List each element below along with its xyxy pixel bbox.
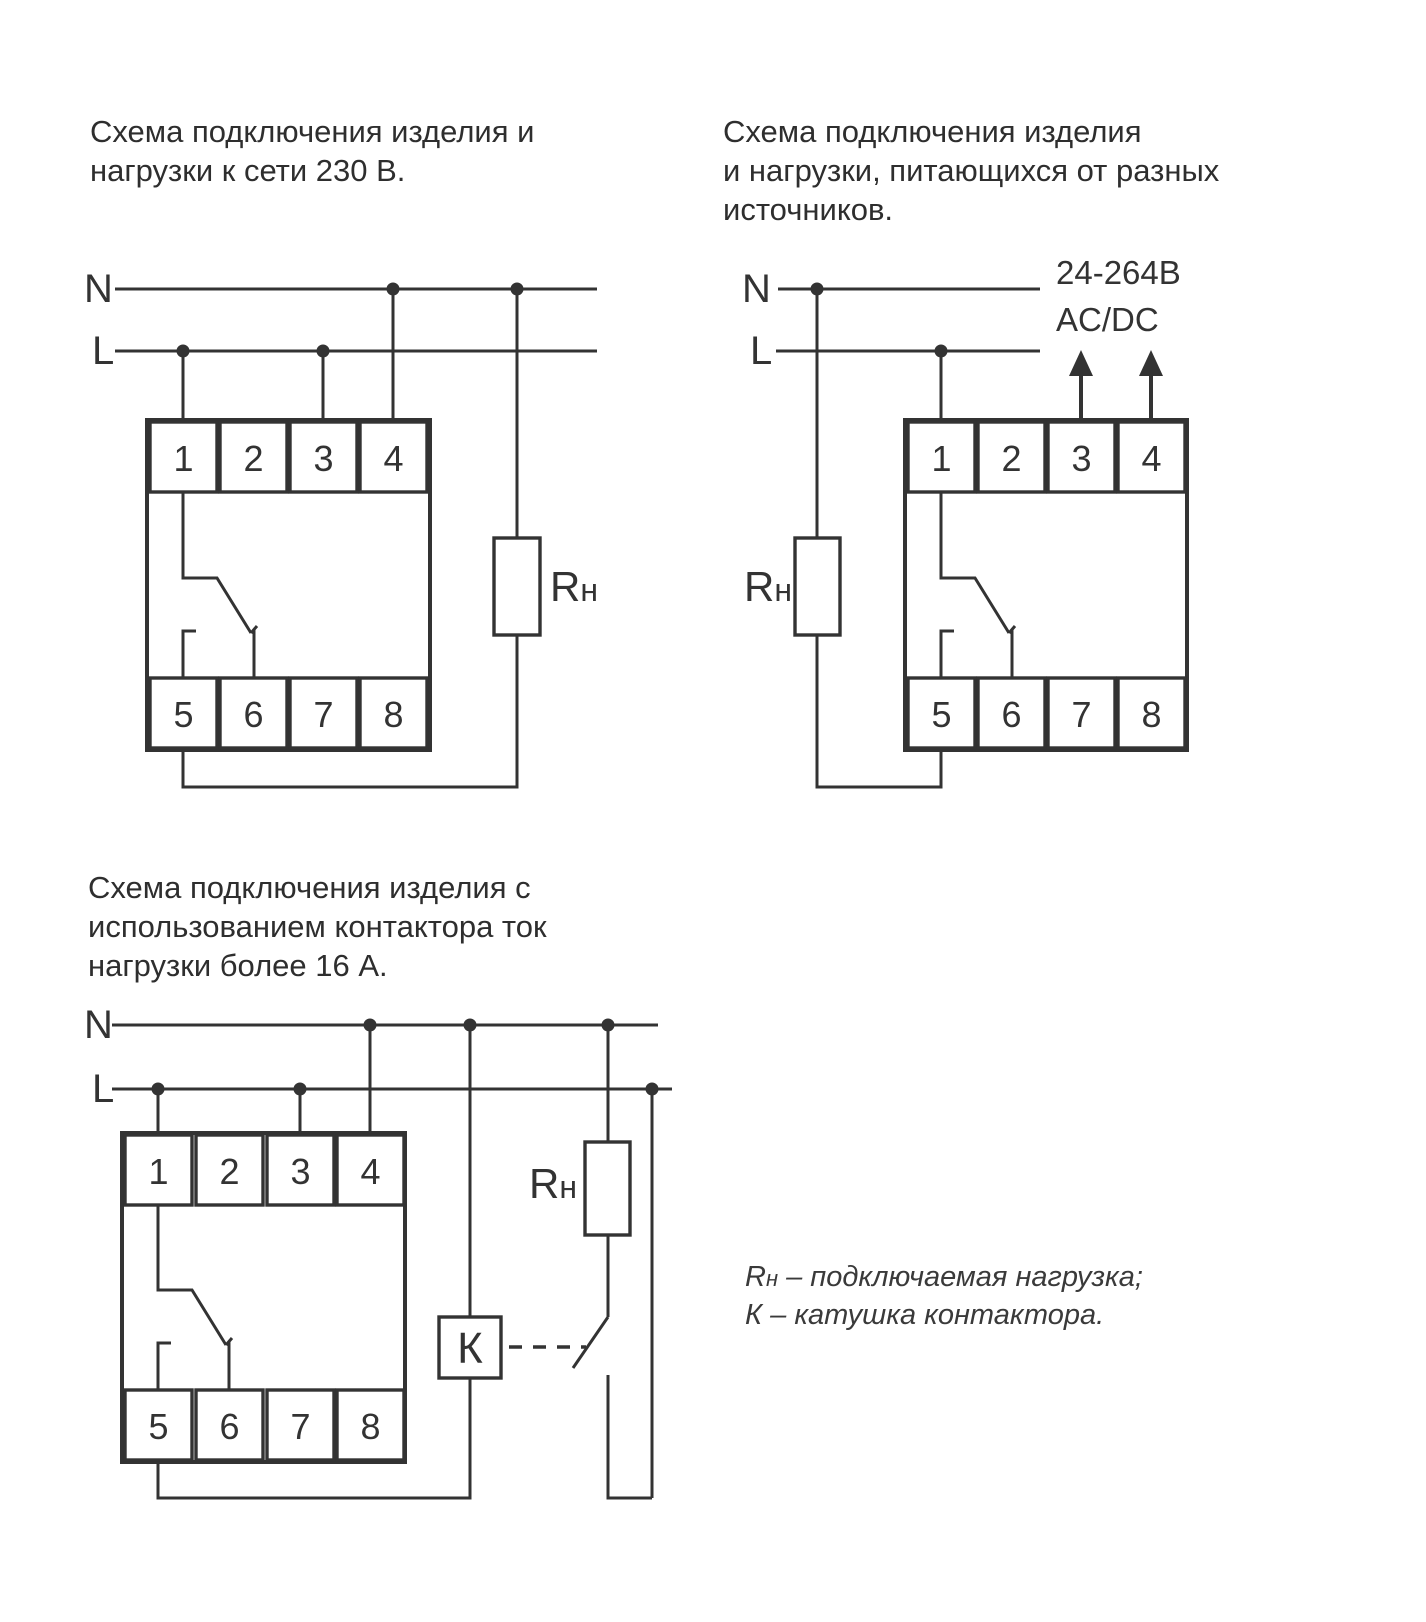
phase-label: L [92,1067,115,1111]
terminal-number: 3 [1071,438,1092,479]
load-label-r: R [528,1160,560,1207]
load-resistor [795,538,840,635]
terminal-number: 1 [931,438,952,479]
supply-wires [183,289,517,538]
terminal-number: 2 [243,438,264,479]
terminal-number: 7 [313,694,334,735]
neutral-label: N [84,267,113,311]
terminal-number: 3 [290,1151,311,1192]
terminal-number: 7 [290,1406,311,1447]
phase-label: L [92,329,115,373]
load-label-r: R [744,563,775,610]
terminal-number: 7 [1071,694,1092,735]
terminal-number: 5 [173,694,194,735]
legend-load-sub: н [765,1266,779,1291]
terminal-number: 1 [148,1151,169,1192]
diagram1-title-line1: Схема подключения изделия и [90,114,535,149]
supply-wires [817,289,941,538]
diagram3 [84,1003,672,1498]
coil-label: К [457,1324,483,1373]
terminal-number: 6 [1001,694,1022,735]
terminal-number: 8 [1141,694,1162,735]
diagram3-title-line1: Схема подключения изделия с [88,870,531,905]
terminal-number: 4 [360,1151,381,1192]
contactor-switch [573,1235,652,1498]
diagram1 [84,267,598,787]
legend-line2: К – катушка контактора. [745,1299,1105,1331]
up-arrow-icon [1139,350,1163,376]
terminal-number: 5 [148,1406,169,1447]
supply-arrow-shafts [1081,374,1151,420]
up-arrow-icon [1069,350,1093,376]
load-resistor [494,538,540,635]
relay-contact [158,1205,232,1390]
terminal-number: 4 [383,438,404,479]
load-label-sub: н [580,572,599,608]
relay-contact [183,492,257,678]
terminal-number: 8 [360,1406,381,1447]
terminal-number: 5 [931,694,952,735]
supply-voltage-label: 24-264В [1056,254,1181,291]
load-label [529,1160,577,1207]
diagram3-title-line3: нагрузки более 16 А. [88,948,388,983]
diagram2-title-line3: источников. [723,192,894,227]
diagram2-title-line1: Схема подключения изделия [723,114,1142,149]
diagram1-title-line2: нагрузки к сети 230 В. [90,153,406,188]
neutral-label: N [742,267,771,311]
phase-label: L [750,329,773,373]
legend-load-r: R [745,1261,766,1293]
terminal-number: 3 [313,438,334,479]
terminal-number: 2 [219,1151,240,1192]
terminal-number: 6 [243,694,264,735]
terminal-number: 8 [383,694,404,735]
diagram2-title-line2: и нагрузки, питающихся от разных [723,153,1220,188]
legend-line1-rest: – подключаемая нагрузка; [778,1261,1143,1293]
load-resistor [585,1142,630,1235]
load-label [744,563,792,610]
terminal-number: 4 [1141,438,1162,479]
load-label-sub: н [559,1169,577,1205]
load-label-r: R [550,563,581,610]
load-label [550,563,598,610]
terminal-number: 1 [173,438,194,479]
supply-acdc-label: AC/DC [1056,301,1159,338]
diagram3-title-line2: использованием контактора ток [88,909,547,944]
neutral-label: N [84,1003,113,1047]
terminal-number: 6 [219,1406,240,1447]
terminal-number: 2 [1001,438,1022,479]
relay-contact [941,492,1015,678]
load-label-sub: н [774,572,793,608]
diagram2 [742,254,1187,787]
